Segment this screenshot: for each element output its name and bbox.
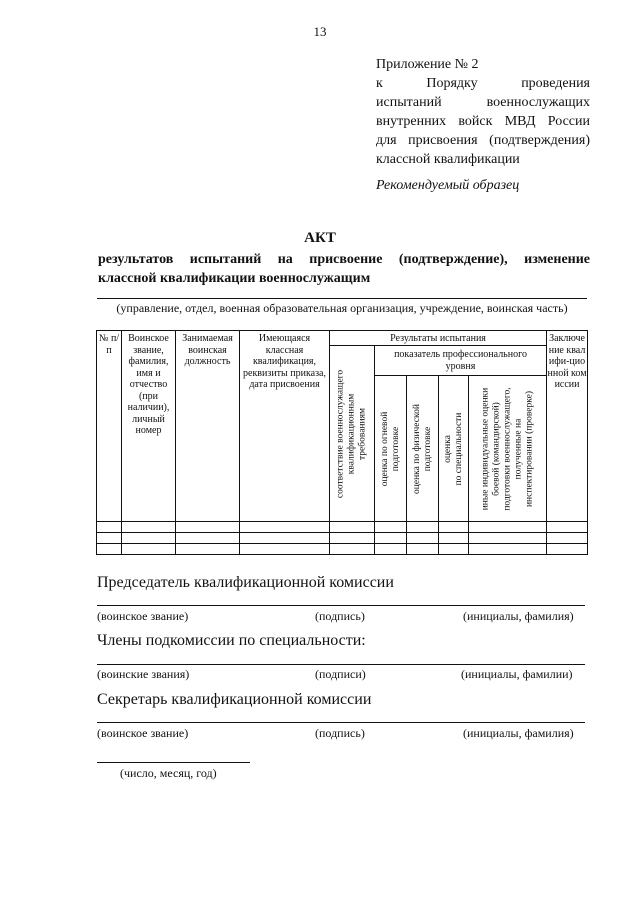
header-specialty: оценка по специальности xyxy=(439,376,469,522)
subtitle-line-1: результатов испытаний на присвоение (подтверждение), изменение xyxy=(98,252,590,267)
header-compliance: соответствие военнослужащего квалификационным требованиям xyxy=(330,346,375,522)
secretary-rank-caption: (воинское звание) xyxy=(97,726,189,740)
header-position: Занимаемая воинская должность xyxy=(176,331,240,522)
secretary-sign-caption: (подпись) xyxy=(315,726,365,740)
secretary-signature-line xyxy=(97,722,585,723)
chairman-rank-caption: (воинское звание) xyxy=(97,609,189,623)
header-indicator: показатель профессионального уровня xyxy=(375,346,547,376)
chairman-signature-line xyxy=(97,605,585,606)
results-table xyxy=(96,330,588,555)
members-signature-line xyxy=(97,664,585,665)
appendix-line-2: к Порядку проведения xyxy=(376,76,590,91)
subtitle-line-2: классной квалификации военнослужащим xyxy=(98,271,371,286)
header-qualification: Имеющаяся классная квалификация, реквизиты приказа, дата присвоения xyxy=(240,331,330,522)
secretary-label: Секретарь квалификационной комиссии xyxy=(97,691,372,708)
header-results: Результаты испытания xyxy=(330,331,547,346)
header-physical-training: оценка по физической подготовке xyxy=(407,376,439,522)
date-line xyxy=(97,762,250,763)
org-caption: (управление, отдел, военная образовательная организация, учреждение, воинская часть) xyxy=(116,301,568,315)
header-conclusion: Заключение квалифи-ционной комиссии xyxy=(547,331,588,522)
table-row xyxy=(97,544,588,555)
document-title: АКТ xyxy=(304,230,336,246)
appendix-line-3: испытаний военнослужащих xyxy=(376,95,590,110)
header-fire-training: оценка по огневой подготовке xyxy=(375,376,407,522)
chairman-initials-caption: (инициалы, фамилия) xyxy=(463,609,574,623)
members-sign-caption: (подписи) xyxy=(315,667,366,681)
sample-label: Рекомендуемый образец xyxy=(376,178,520,193)
members-initials-caption: (инициалы, фамилии) xyxy=(461,667,573,681)
appendix-block xyxy=(376,55,590,169)
appendix-line-1: Приложение № 2 xyxy=(376,57,479,72)
header-rank-name: Воинское звание, фамилия, имя и отчество (при наличии), личный номер xyxy=(122,331,176,522)
appendix-line-5: для присвоения (подтверждения) xyxy=(376,133,590,148)
table-row xyxy=(97,533,588,544)
date-caption: (число, месяц, год) xyxy=(120,766,217,780)
chairman-label: Председатель квалификационной комиссии xyxy=(97,574,394,591)
chairman-sign-caption: (подпись) xyxy=(315,609,365,623)
org-fill-line xyxy=(97,298,587,299)
document-subtitle xyxy=(98,250,590,288)
header-number: № п/п xyxy=(97,331,122,522)
members-rank-caption: (воинские звания) xyxy=(97,667,190,681)
header-other-assessments: иные индивидуальные оценки боевой (командирской) подготовки военнослужащего, полученные на инспектировании (проверке) xyxy=(469,376,547,522)
appendix-line-6: классной квалификации xyxy=(376,152,520,167)
page-number: 13 xyxy=(313,24,327,39)
appendix-line-4: внутренних войск МВД России xyxy=(376,114,590,129)
secretary-initials-caption: (инициалы, фамилия) xyxy=(463,726,574,740)
table-row xyxy=(97,522,588,533)
members-label: Члены подкомиссии по специальности: xyxy=(97,632,366,649)
